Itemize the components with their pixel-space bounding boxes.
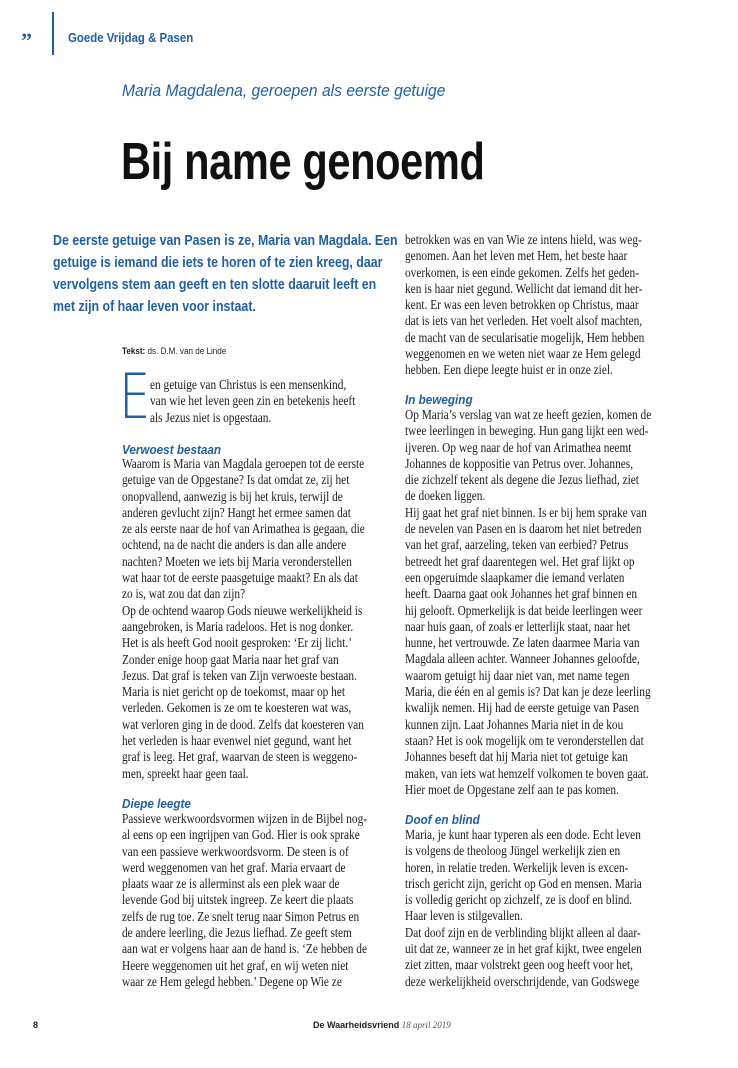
text-line: waar ze Hem gelegd hebben.’ Degene op Wie ze — [122, 973, 342, 989]
byline-author: ds. D.M. van de Linde — [147, 346, 227, 356]
publication-name: De Waarheidsvriend — [313, 1020, 400, 1030]
text-line: uit dat ze, wanneer ze in het graf kijkt, twee engelen — [405, 941, 642, 957]
text-line: een opgeruimde slaapkamer die iemand verlaten — [405, 569, 625, 585]
publication-date: 18 april 2019 — [401, 1020, 451, 1030]
text-line: graf is leeg. Het graf, waarvan de steen is weggeno- — [122, 749, 358, 765]
byline — [122, 346, 226, 356]
text-line: ziet zitten, maar volstrekt geen oog heeft voor het, — [405, 957, 634, 973]
intro-paragraph — [150, 377, 355, 426]
byline-label: Tekst: — [122, 346, 146, 356]
text-line: al eens op een ingrijpen van God. Hier is ook sprake — [122, 827, 360, 843]
text-line: aangebroken, is Maria radeloos. Het is nog donker. — [122, 618, 354, 634]
text-line: werd weggenomen van het graf. Maria ervaart de — [122, 859, 346, 875]
text-line: aan wat er volgens haar aan de hand is. ‘Ze hebben de — [122, 941, 367, 957]
closing-quote-icon: ” — [21, 28, 29, 53]
text-line: Hier moet de Opgestane zelf aan te pas komen. — [405, 781, 619, 797]
section-heading: In beweging — [405, 392, 473, 407]
text-line: Waarom is Maria van Magdala geroepen tot de eerste — [122, 456, 365, 471]
text-line: Dat doof zijn en de verblinding blijkt alleen al daar- — [405, 924, 641, 940]
text-line: plaats waar ze is allerminst als een plek waar de — [122, 876, 340, 892]
text-line: Maria is niet gericht op de toekomst, maar op het — [122, 684, 345, 700]
text-line: betrokken was en van Wie ze intens hield, was weg- — [405, 232, 642, 247]
text-line: wat verloren ging in de dood. Zelfs dat koesteren van — [122, 716, 364, 732]
text-line: zo is, wat zou dat dan zijn? — [122, 586, 246, 602]
text-line: vervolgens stem aan geeft en ten slotte daaruit leeft en — [53, 277, 377, 293]
text-line: heeft. Daarna gaat ook Johannes het graf binnen en — [405, 586, 638, 602]
text-line: zelfs de rug toe. Ze snelt terug naar Simon Petrus en — [122, 908, 360, 924]
text-line: wat haar tot de eerste paasgetuige maakt? En als dat — [122, 570, 358, 586]
text-line: levende God bij uitstek ingreep. Ze keert die plaats — [122, 892, 354, 908]
text-line: overkomen, is een einde gekomen. Zelfs het geden- — [405, 264, 639, 280]
section-heading: Verwoest bestaan — [122, 442, 222, 457]
text-line: Zonder enige hoop gaat Maria naar het graf van — [122, 651, 339, 667]
section-heading: Diepe leegte — [122, 796, 191, 811]
text-line: van een passieve werkwoordsvorm. De steen is of — [122, 843, 349, 859]
text-line: Johannes beseft dat hij Maria niet tot getuige kan — [405, 749, 628, 765]
text-line: ochtend, na de nacht die anders is dan alle andere — [122, 537, 347, 553]
section-body — [405, 232, 644, 379]
text-line: trisch gericht zijn, gericht op God en mensen. Maria — [405, 875, 642, 891]
text-line: getuige van de Opgestane? Is dat omdat ze, zij het — [122, 472, 350, 488]
text-line: men, spreekt haar geen taal. — [122, 765, 249, 781]
text-line: staan? Het is ook mogelijk om te veronderstellen dat — [405, 732, 644, 748]
text-line: is volgens de theoloog Jüngel werkelijk zien en — [405, 843, 621, 859]
text-line: Op Maria’s verslag van wat ze heeft gezien, komen de — [405, 407, 652, 422]
text-line: twee leerlingen in beweging. Hun gang lijkt een wed- — [405, 423, 649, 439]
text-line: Op de ochtend waarop Gods nieuwe werkelijkheid is — [122, 602, 363, 618]
text-line: Het is als heeft God nooit gesproken: ‘Er zij licht.’ — [122, 635, 352, 651]
text-line: als Jezus niet is opgestaan. — [150, 409, 272, 425]
footer-publication — [313, 1020, 451, 1030]
lead-paragraph — [53, 230, 398, 318]
text-line: de doeken liggen. — [405, 488, 486, 504]
text-line: kunnen zijn. Laat Johannes Maria niet in de kou — [405, 716, 624, 732]
text-line: weggenomen en we weten niet waar ze Hem gelegd — [405, 346, 641, 362]
text-line: maken, van iets wat hemzelf volkomen te boven gaat. — [405, 765, 649, 781]
section-body — [405, 827, 642, 990]
text-line: onopvallend, aanwezig is bij het kruis, terwijl de — [122, 488, 343, 504]
text-line: deze werkelijkheid overschrijdende, van Godswege — [405, 973, 639, 989]
section-label: Goede Vrijdag & Pasen — [68, 30, 194, 45]
text-line: ijveren. Op weg naar de hof van Arimathea neemt — [405, 439, 632, 455]
text-line: getuige is iemand die iets te horen of te zien kreeg, daar — [53, 255, 383, 271]
text-line: genomen. Aan het leven met Hem, het beste haar — [405, 248, 628, 264]
text-line: naar huis gaan, of zoals er letterlijk staat, naar het — [405, 618, 631, 634]
section-body — [122, 811, 367, 990]
text-line: Johannes de koppositie van Petrus over. Johannes, — [405, 455, 634, 471]
text-line: horen, in relatie treden. Werkelijk leven is excen- — [405, 859, 629, 875]
text-line: betreedt het graf daarentegen wel. Het graf lijkt op — [405, 553, 635, 569]
article-subtitle: Maria Magdalena, geroepen als eerste getuige — [122, 81, 446, 100]
section-body — [122, 456, 365, 782]
section-body — [405, 407, 651, 798]
text-line: het verleden is haar evenwel niet gegund, want het — [122, 733, 352, 749]
text-line: de macht van de secularisatie mogelijk, Hem hebben — [405, 329, 645, 345]
text-line: Haar leven is stilgevallen. — [405, 908, 523, 924]
text-line: hij gelooft. Opmerkelijk is dat beide leerlingen weer — [405, 602, 643, 618]
text-line: waarom getuigt hij daar niet van, met name tegen — [405, 667, 630, 683]
text-line: anderen gevlucht zijn? Hangt het ermee samen dat — [122, 504, 351, 520]
text-line: Magdala alleen achter. Wanneer Johannes geloofde, — [405, 651, 640, 667]
text-line: kent. Er was een leven betrokken op Christus, maar — [405, 297, 639, 313]
text-line: de nevelen van Pasen en is daarom het niet betreden — [405, 521, 642, 537]
text-line: die zichzelf tekent als degene die Jezus liefhad, ziet — [405, 472, 639, 488]
text-line: Passieve werkwoordsvormen wijzen in de Bijbel nog- — [122, 811, 368, 826]
text-line: Hij gaat het graf niet binnen. Is er bij hem sprake van — [405, 504, 647, 520]
drop-cap: E — [119, 360, 151, 433]
text-line: verleden. Gekomen is ze om te koesteren wat was, — [122, 700, 352, 716]
text-line: is volledig gericht op zichzelf, ze is doof en blind. — [405, 892, 633, 908]
text-line: hunne, het vertrouwde. Ze laten daarmee Maria van — [405, 635, 640, 651]
text-line: dat is iets van het verleden. Het voelt alsof machten, — [405, 313, 643, 329]
text-line: nachten? Moeten we iets bij Maria veronderstellen — [122, 553, 352, 569]
text-line: met zijn of haar leven voor instaat. — [53, 299, 256, 315]
header-divider — [52, 12, 54, 55]
text-line: Maria, die één en al gemis is? Dat kan je deze leerling — [405, 684, 651, 700]
text-line: de andere leerling, die Jezus liefhad. Ze geeft stem — [122, 925, 352, 941]
section-heading: Doof en blind — [405, 812, 480, 827]
text-line: ken is haar niet gegund. Wellicht dat iemand dit her- — [405, 280, 643, 296]
text-line: kwalijk nemen. Hij had de eerste getuige van Pasen — [405, 700, 640, 716]
text-line: Maria, je kunt haar typeren als een dode. Echt leven — [405, 827, 641, 842]
text-line: hebben. Een diepe leegte huist er in onze ziel. — [405, 362, 613, 378]
text-line: Heere weggenomen uit het graf, en wij weten niet — [122, 957, 349, 973]
article-title: Bij name genoemd — [121, 133, 485, 191]
text-line: van het graf, aarzeling, teken van eerbied? Petrus — [405, 537, 629, 553]
text-line: van wie het leven geen zin en betekenis heeft — [150, 393, 356, 409]
page-number: 8 — [33, 1020, 39, 1030]
text-line: en getuige van Christus is een mensenkind, — [150, 377, 347, 392]
text-line: Jezus. Dat graf is teken van Zijn verwoeste bestaan. — [122, 667, 357, 683]
text-line: De eerste getuige van Pasen is ze, Maria van Magdala. Een — [53, 233, 398, 249]
text-line: ze als eerste naar de hof van Arimathea is gegaan, die — [122, 521, 365, 537]
